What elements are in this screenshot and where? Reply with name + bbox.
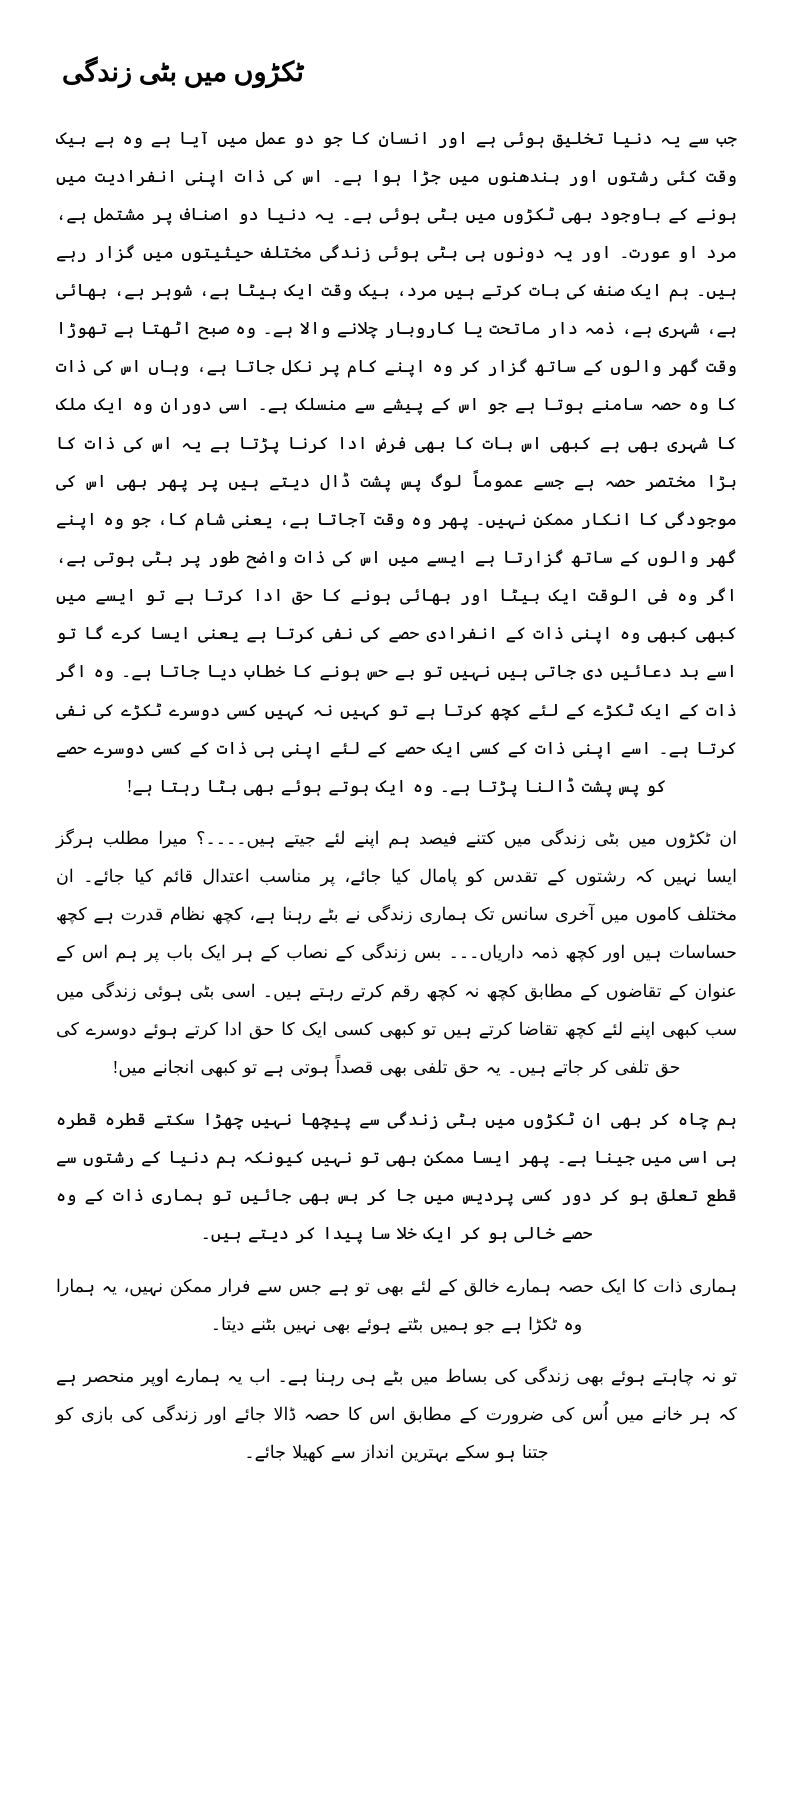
page-title: ٹکڑوں میں بٹی زندگی xyxy=(62,57,304,87)
paragraph: ہماری ذات کا ایک حصہ ہمارے خالق کے لئے بھی تو ہے جس سے فرار ممکن نہیں، یہ ہمارا وہ ٹکڑا ہے جو ہمیں بٹتے ہوئے بھی نہیں بٹنے دیتا۔ xyxy=(56,1275,737,1334)
paragraph: تو نہ چاہتے ہوئے بھی زندگی کی بساط میں بٹے ہی رہنا ہے۔ اب یہ ہمارے اوپر منحصر ہے کہ ہر خانے میں اُس کی ضرورت کے مطابق اس کا حصہ ڈالا جائے اور زندگی کی بازی کو جتنا ہو سکے بہترین انداز سے کھیلا جائے۔ xyxy=(56,1365,737,1463)
paragraph: جب سے یہ دنیا تخلیق ہوئی ہے اور انسان کا جو دو عمل میں آیا ہے وہ ہے بیک وقت کئی رشتوں اور بندھنوں میں جڑا ہوا ہے۔ اس کی ذات اپنی انفرادیت میں ہونے کے باوجود بھی ٹکڑوں میں بٹی ہوئی ہے۔ یہ دنیا دو اصناف پر مشتمل ہے، مرد او عورت۔ اور یہ دونوں ہی بٹی ہوئی زندگی مختلف حیثیتوں میں گزار رہے ہیں۔ ہم ایک صنف کی بات کرتے ہیں مرد، بیک وقت ایک بیٹا ہے، شوہر ہے، بھائی ہے، شہری ہے، ذمہ دار ماتحت یا کاروبار چلانے والا ہے۔ وہ صبح اٹھتا ہے تھوڑا وقت گھر والوں کے ساتھ گزار کر وہ اپنے کام پر نکل جاتا ہے، وہاں اس کی ذات کا وہ حصہ سامنے ہوتا ہے جو اس کے پیشے سے منسلک ہے۔ اسی دوران وہ ایک ملک کا شہری بھی ہے کبھی اس بات کا بھی فرض ادا کرنا پڑتا ہے یہ اس کی ذات کا بڑا مختصر حصہ ہے جسے عموماً لوگ پس پشت ڈال دیتے ہیں پر پھر بھی اس کی موجودگی کا انکار ممکن نہیں۔ پھر وہ وقت آجاتا ہے، یعنی شام کا، جو وہ اپنے گھر والوں کے ساتھ گزارتا ہے ایسے میں اس کی ذات واضح طور پر بٹی ہوتی ہے، اگر وہ فی الوقت ایک بیٹا اور بھائی ہونے کا حق ادا کرتا ہے تو ایسے میں کبھی کبھی وہ اپنی ذات کے انفرادی حصے کی نفی کرتا ہے یعنی ایسا کرے گا تو اسے بد دعائیں دی جاتی ہیں نہیں تو بے حس ہونے کا خطاب دیا جاتا ہے۔ وہ اگر ذات کے ایک ٹکڑے کے لئے کچھ کرتا ہے تو کہیں نہ کہیں کسی دوسرے ٹکڑے کی نفی کرتا ہے۔ اسے اپنی ذات کے کسی ایک حصے کے لئے اپنی ہی ذات کے کسی دوسرے حصے کو پس پشت ڈالنا پڑتا ہے۔ وہ ایک ہوتے ہوئے بھی بٹا رہتا ہے! xyxy=(56,127,738,796)
paragraph: ہم چاہ کر بھی ان ٹکڑوں میں بٹی زندگی سے پیچھا نہیں چھڑا سکتے قطرہ قطرہ ہی اسی میں جینا ہے۔ پھر ایسا ممکن بھی تو نہیں کیونکہ ہم دنیا کے رشتوں سے قطع تعلق ہو کر دور کسی پردیس میں جا کر بس بھی جائیں تو ہماری ذات کے وہ حصے خالی ہو کر ایک خلا سا پیدا کر دیتے ہیں۔ xyxy=(56,1109,737,1244)
paragraph: ان ٹکڑوں میں بٹی زندگی میں کتنے فیصد ہم اپنے لئے جیتے ہیں۔۔۔۔؟ میرا مطلب ہرگز ایسا نہیں کہ رشتوں کے تقدس کو پامال کیا جائے، پر مناسب اعتدال قائم کیا جائے۔ ان مختلف کاموں میں آخری سانس تک ہماری زندگی نے بٹے رہنا ہے، کچھ نظام قدرت ہے کچھ حساسات ہیں اور کچھ ذمہ داریاں۔۔۔ بس زندگی کے نصاب کے ہر ایک باب پر ہم اس کے عنوان کے تقاضوں کے مطابق کچھ نہ کچھ رقم کرتے رہتے ہیں۔ اسی بٹی ہوئی زندگی میں سب کبھی اپنے لئے کچھ تقاضا کرتے ہیں تو کبھی کسی ایک کا حق ادا کرتے ہوئے دوسرے کی حق تلفی کر جاتے ہیں۔ یہ حق تلفی بھی قصداً ہوتی ہے تو کبھی انجانے میں! xyxy=(56,828,737,1077)
article-body xyxy=(56,119,737,1472)
